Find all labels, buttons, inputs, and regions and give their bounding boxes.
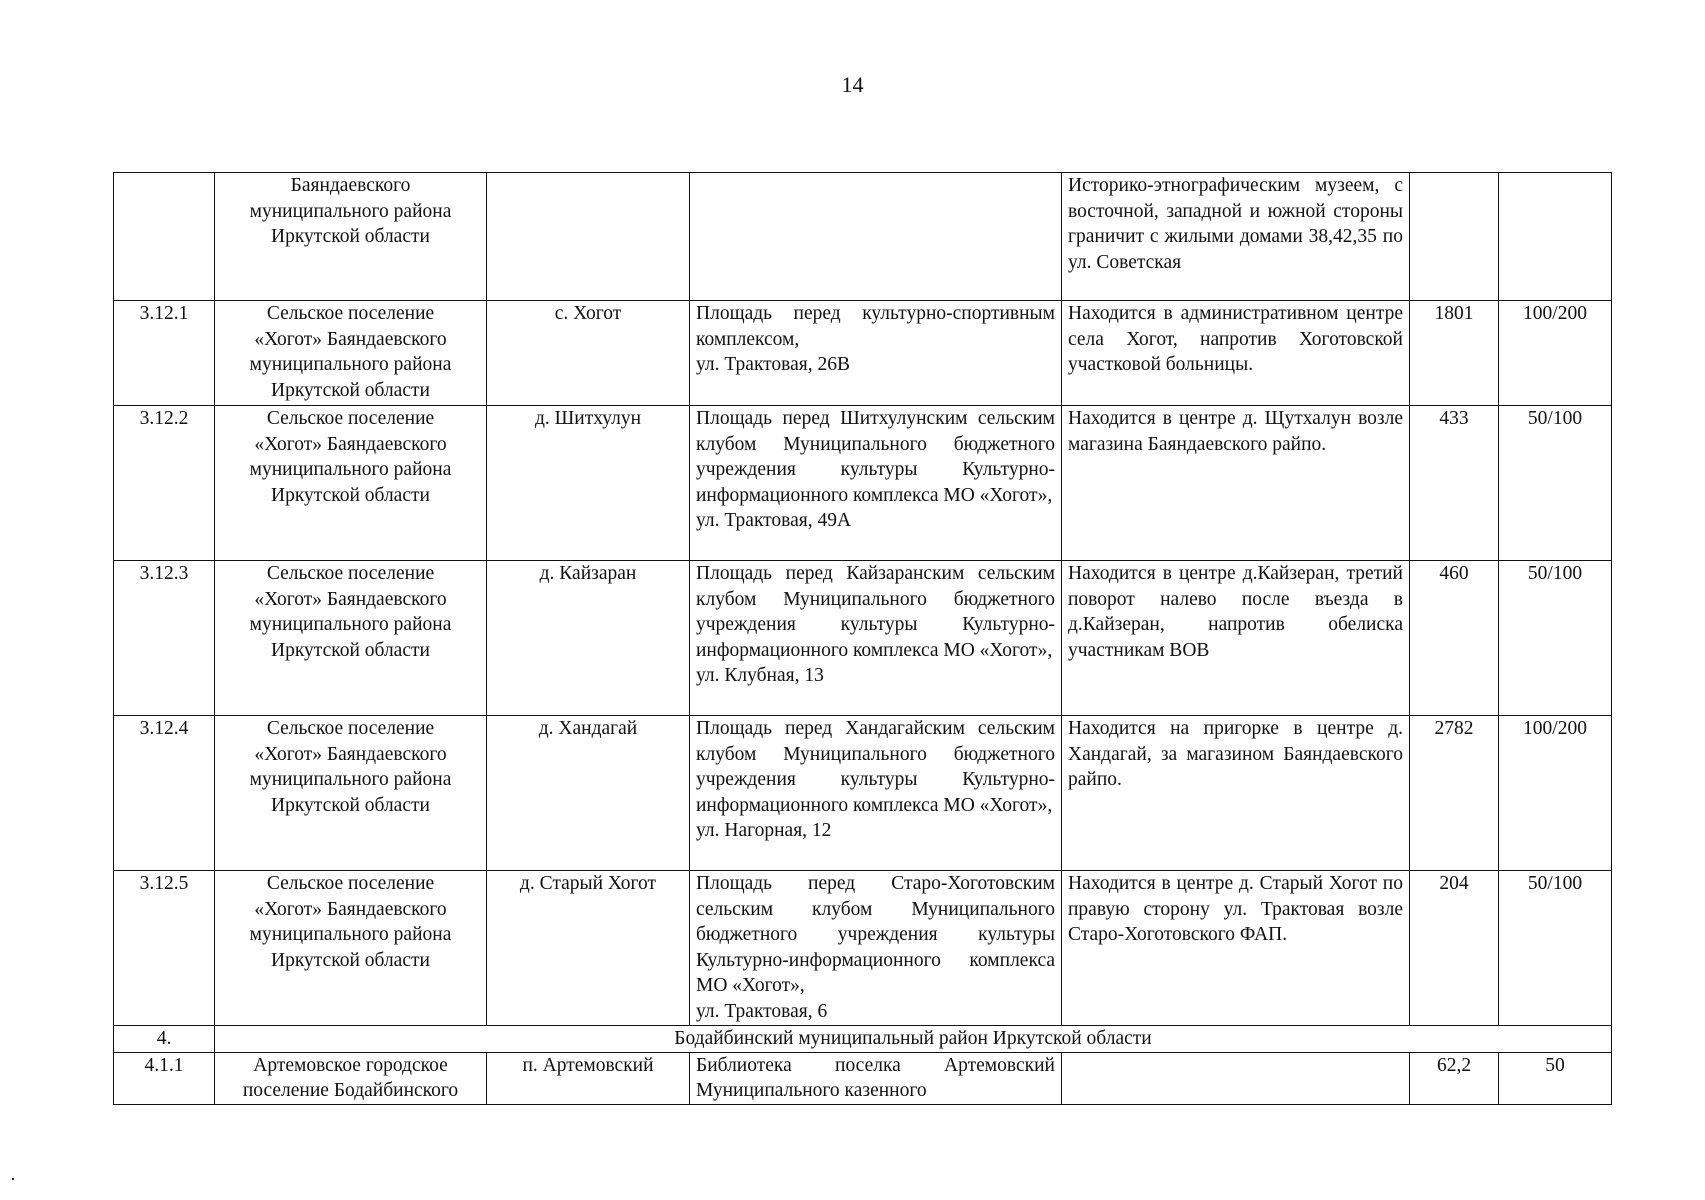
cell-settlement: Сельское поселение «Хогот» Баяндаевского муниципального района Иркутской области — [215, 561, 487, 716]
cell-settlement: Артемовское городское поселение Бодайбинского — [215, 1052, 487, 1104]
cell-num: 3.12.5 — [114, 871, 215, 1026]
cell-place: Библиотека поселка Артемовский Муниципального казенного — [690, 1052, 1062, 1104]
cell-num: 3.12.2 — [114, 406, 215, 561]
cell-num: 3.12.1 — [114, 301, 215, 406]
cell-num: 3.12.3 — [114, 561, 215, 716]
cell-description: Находится на пригорке в центре д. Хандагай, за магазином Баяндаевского райпо. — [1062, 716, 1410, 871]
cell-capacity — [1499, 173, 1612, 301]
cell-area: 1801 — [1410, 301, 1499, 406]
cell-place: Площадь перед культурно-спортивным комплексом, ул. Трактовая, 26В — [690, 301, 1062, 406]
cell-area: 2782 — [1410, 716, 1499, 871]
cell-settlement: Сельское поселение «Хогот» Баяндаевского муниципального района Иркутской области — [215, 716, 487, 871]
table-row — [114, 301, 1612, 406]
cell-description: Находится в центре д. Старый Хогот по правую сторону ул. Трактовая возле Старо-Хоготовского ФАП. — [1062, 871, 1410, 1026]
cell-description: Находится в центре д.Кайзеран, третий поворот налево после въезда в д.Кайзеран, напротив обелиска участникам ВОВ — [1062, 561, 1410, 716]
cell-capacity: 50/100 — [1499, 561, 1612, 716]
table-row-continued — [114, 173, 1612, 301]
cell-locality: д. Шитхулун — [487, 406, 690, 561]
table-row — [114, 561, 1612, 716]
cell-settlement: Сельское поселение «Хогот» Баяндаевского муниципального района Иркутской области — [215, 406, 487, 561]
table-row — [114, 406, 1612, 561]
cell-place: Площадь перед Хандагайским сельским клубом Муниципального бюджетного учреждения культуры Культурно-информационного комплекса МО «Хогот», ул. Нагорная, 12 — [690, 716, 1062, 871]
cell-area — [1410, 173, 1499, 301]
cell-locality: д. Кайзаран — [487, 561, 690, 716]
cell-description: Находится в центре д. Щутхалун возле магазина Баяндаевского райпо. — [1062, 406, 1410, 561]
section-num: 4. — [114, 1026, 215, 1053]
cell-capacity: 50/100 — [1499, 871, 1612, 1026]
page-number: 14 — [841, 72, 864, 97]
cell-locality: с. Хогот — [487, 301, 690, 406]
locations-table — [113, 172, 1612, 1105]
cell-place: Площадь перед Кайзаранским сельским клубом Муниципального бюджетного учреждения культуры Культурно-информационного комплекса МО «Хогот», ул. Клубная, 13 — [690, 561, 1062, 716]
cell-num — [114, 173, 215, 301]
cell-area: 433 — [1410, 406, 1499, 561]
cell-locality — [487, 173, 690, 301]
cell-locality: д. Старый Хогот — [487, 871, 690, 1026]
cell-settlement: Сельское поселение «Хогот» Баяндаевского муниципального района Иркутской области — [215, 301, 487, 406]
cell-description — [1062, 1052, 1410, 1104]
cell-settlement: Сельское поселение «Хогот» Баяндаевского муниципального района Иркутской области — [215, 871, 487, 1026]
scan-speck — [12, 1178, 14, 1180]
section-title: Бодайбинский муниципальный район Иркутской области — [215, 1026, 1612, 1053]
table-row — [114, 871, 1612, 1026]
cell-capacity: 100/200 — [1499, 716, 1612, 871]
cell-place: Площадь перед Старо-Хоготовским сельским клубом Муниципального бюджетного учреждения культуры Культурно-информационного комплекса МО «Хогот», ул. Трактовая, 6 — [690, 871, 1062, 1026]
cell-num: 4.1.1 — [114, 1052, 215, 1104]
cell-description: Историко-этнографическим музеем, с восточной, западной и южной стороны граничит с жилыми домами 38,42,35 по ул. Советская — [1062, 173, 1410, 301]
cell-area: 204 — [1410, 871, 1499, 1026]
cell-capacity: 100/200 — [1499, 301, 1612, 406]
cell-place — [690, 173, 1062, 301]
cell-locality: д. Хандагай — [487, 716, 690, 871]
cell-num: 3.12.4 — [114, 716, 215, 871]
cell-description: Находится в административном центре села Хогот, напротив Хоготовской участковой больницы. — [1062, 301, 1410, 406]
cell-settlement: Баяндаевского муниципального района Иркутской области — [215, 173, 487, 301]
table-row — [114, 716, 1612, 871]
cell-area: 460 — [1410, 561, 1499, 716]
cell-locality: п. Артемовский — [487, 1052, 690, 1104]
cell-place: Площадь перед Шитхулунским сельским клубом Муниципального бюджетного учреждения культуры Культурно-информационного комплекса МО «Хогот», ул. Трактовая, 49А — [690, 406, 1062, 561]
section-row — [114, 1026, 1612, 1053]
cell-area: 62,2 — [1410, 1052, 1499, 1104]
cell-capacity: 50 — [1499, 1052, 1612, 1104]
table-row — [114, 1052, 1612, 1104]
cell-capacity: 50/100 — [1499, 406, 1612, 561]
